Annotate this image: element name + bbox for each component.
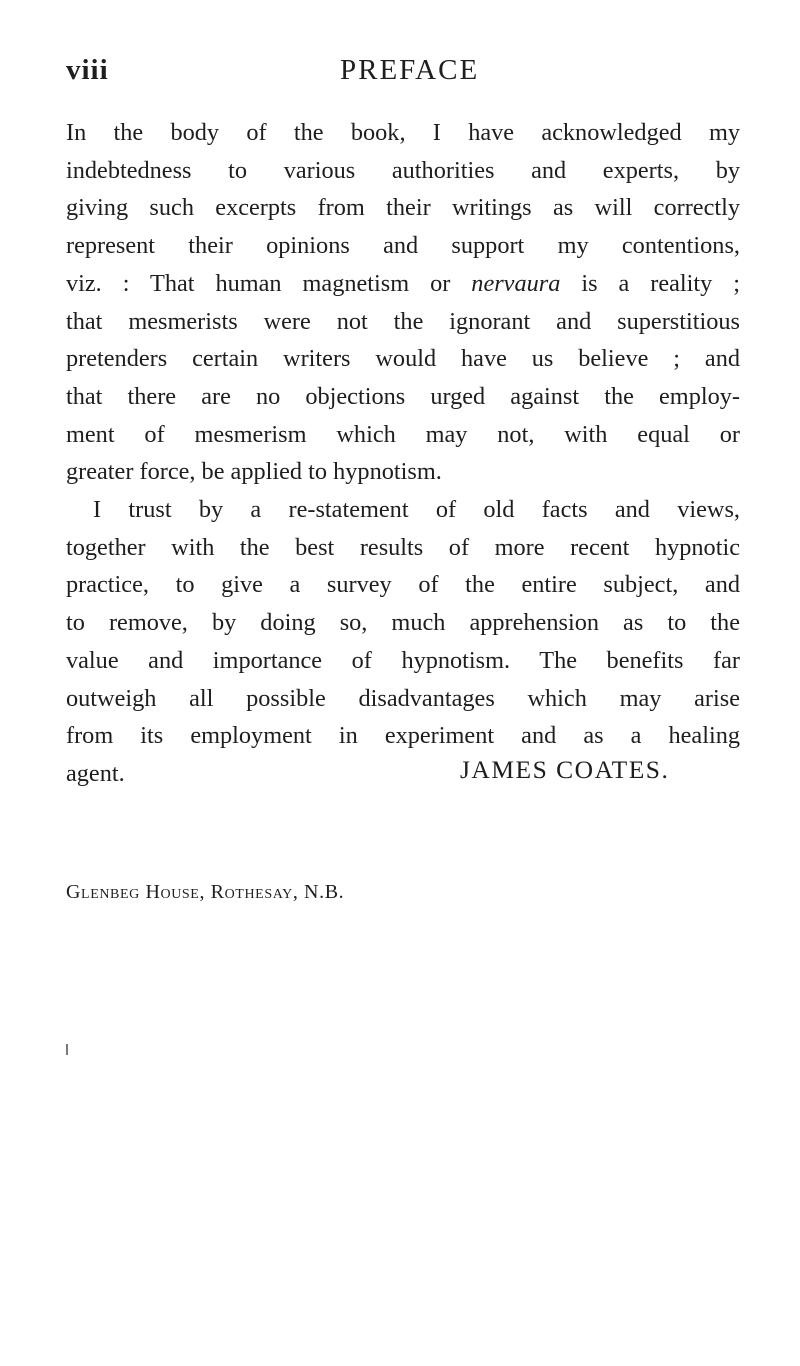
text-segment: is a reality ; <box>560 269 740 297</box>
text-line: I trust by a re-statement of old facts and views, <box>93 496 740 524</box>
text-line: agent. <box>66 759 125 787</box>
text-line: outweigh all possible disadvantages which may arise <box>66 684 740 712</box>
text-line: greater force, be applied to hypnotism. <box>66 458 442 486</box>
author-signature: JAMES COATES. <box>460 755 670 784</box>
text-line: to remove, by doing so, much apprehension as to the <box>66 609 740 637</box>
paragraph-survey <box>66 491 740 793</box>
paragraph-acknowledgements <box>66 114 740 491</box>
author-address: Glenbeg House, Rothesay, N.B. <box>66 881 345 903</box>
text-line: together with the best results of more recent hypnotic <box>66 533 740 561</box>
text-line: from its employment in experiment and as a healing <box>66 722 740 750</box>
text-line: that mesmerists were not the ignorant and superstitious <box>66 307 740 335</box>
page-number: viii <box>66 54 109 86</box>
page-header <box>66 54 740 98</box>
italic-term: nervaura <box>471 269 561 297</box>
running-title: PREFACE <box>340 54 480 86</box>
text-line: value and importance of hypnotism. The benefits far <box>66 646 740 674</box>
text-line: In the body of the book, I have acknowledged my <box>66 119 740 146</box>
text-line: giving such excerpts from their writings as will correctly <box>66 194 740 222</box>
preface-body <box>66 114 740 793</box>
text-line: represent their opinions and support my contentions, <box>66 232 740 260</box>
print-mark <box>66 1044 68 1055</box>
text-line: indebtedness to various authorities and experts, by <box>66 156 740 184</box>
text-line: pretenders certain writers would have us believe ; and <box>66 345 740 373</box>
text-line <box>66 265 740 303</box>
text-line: that there are no objections urged against the employ- <box>66 382 740 410</box>
text-line: ment of mesmerism which may not, with equal or <box>66 420 740 448</box>
text-segment: viz. : That human magnetism or <box>66 269 472 297</box>
text-line: practice, to give a survey of the entire subject, and <box>66 571 740 599</box>
